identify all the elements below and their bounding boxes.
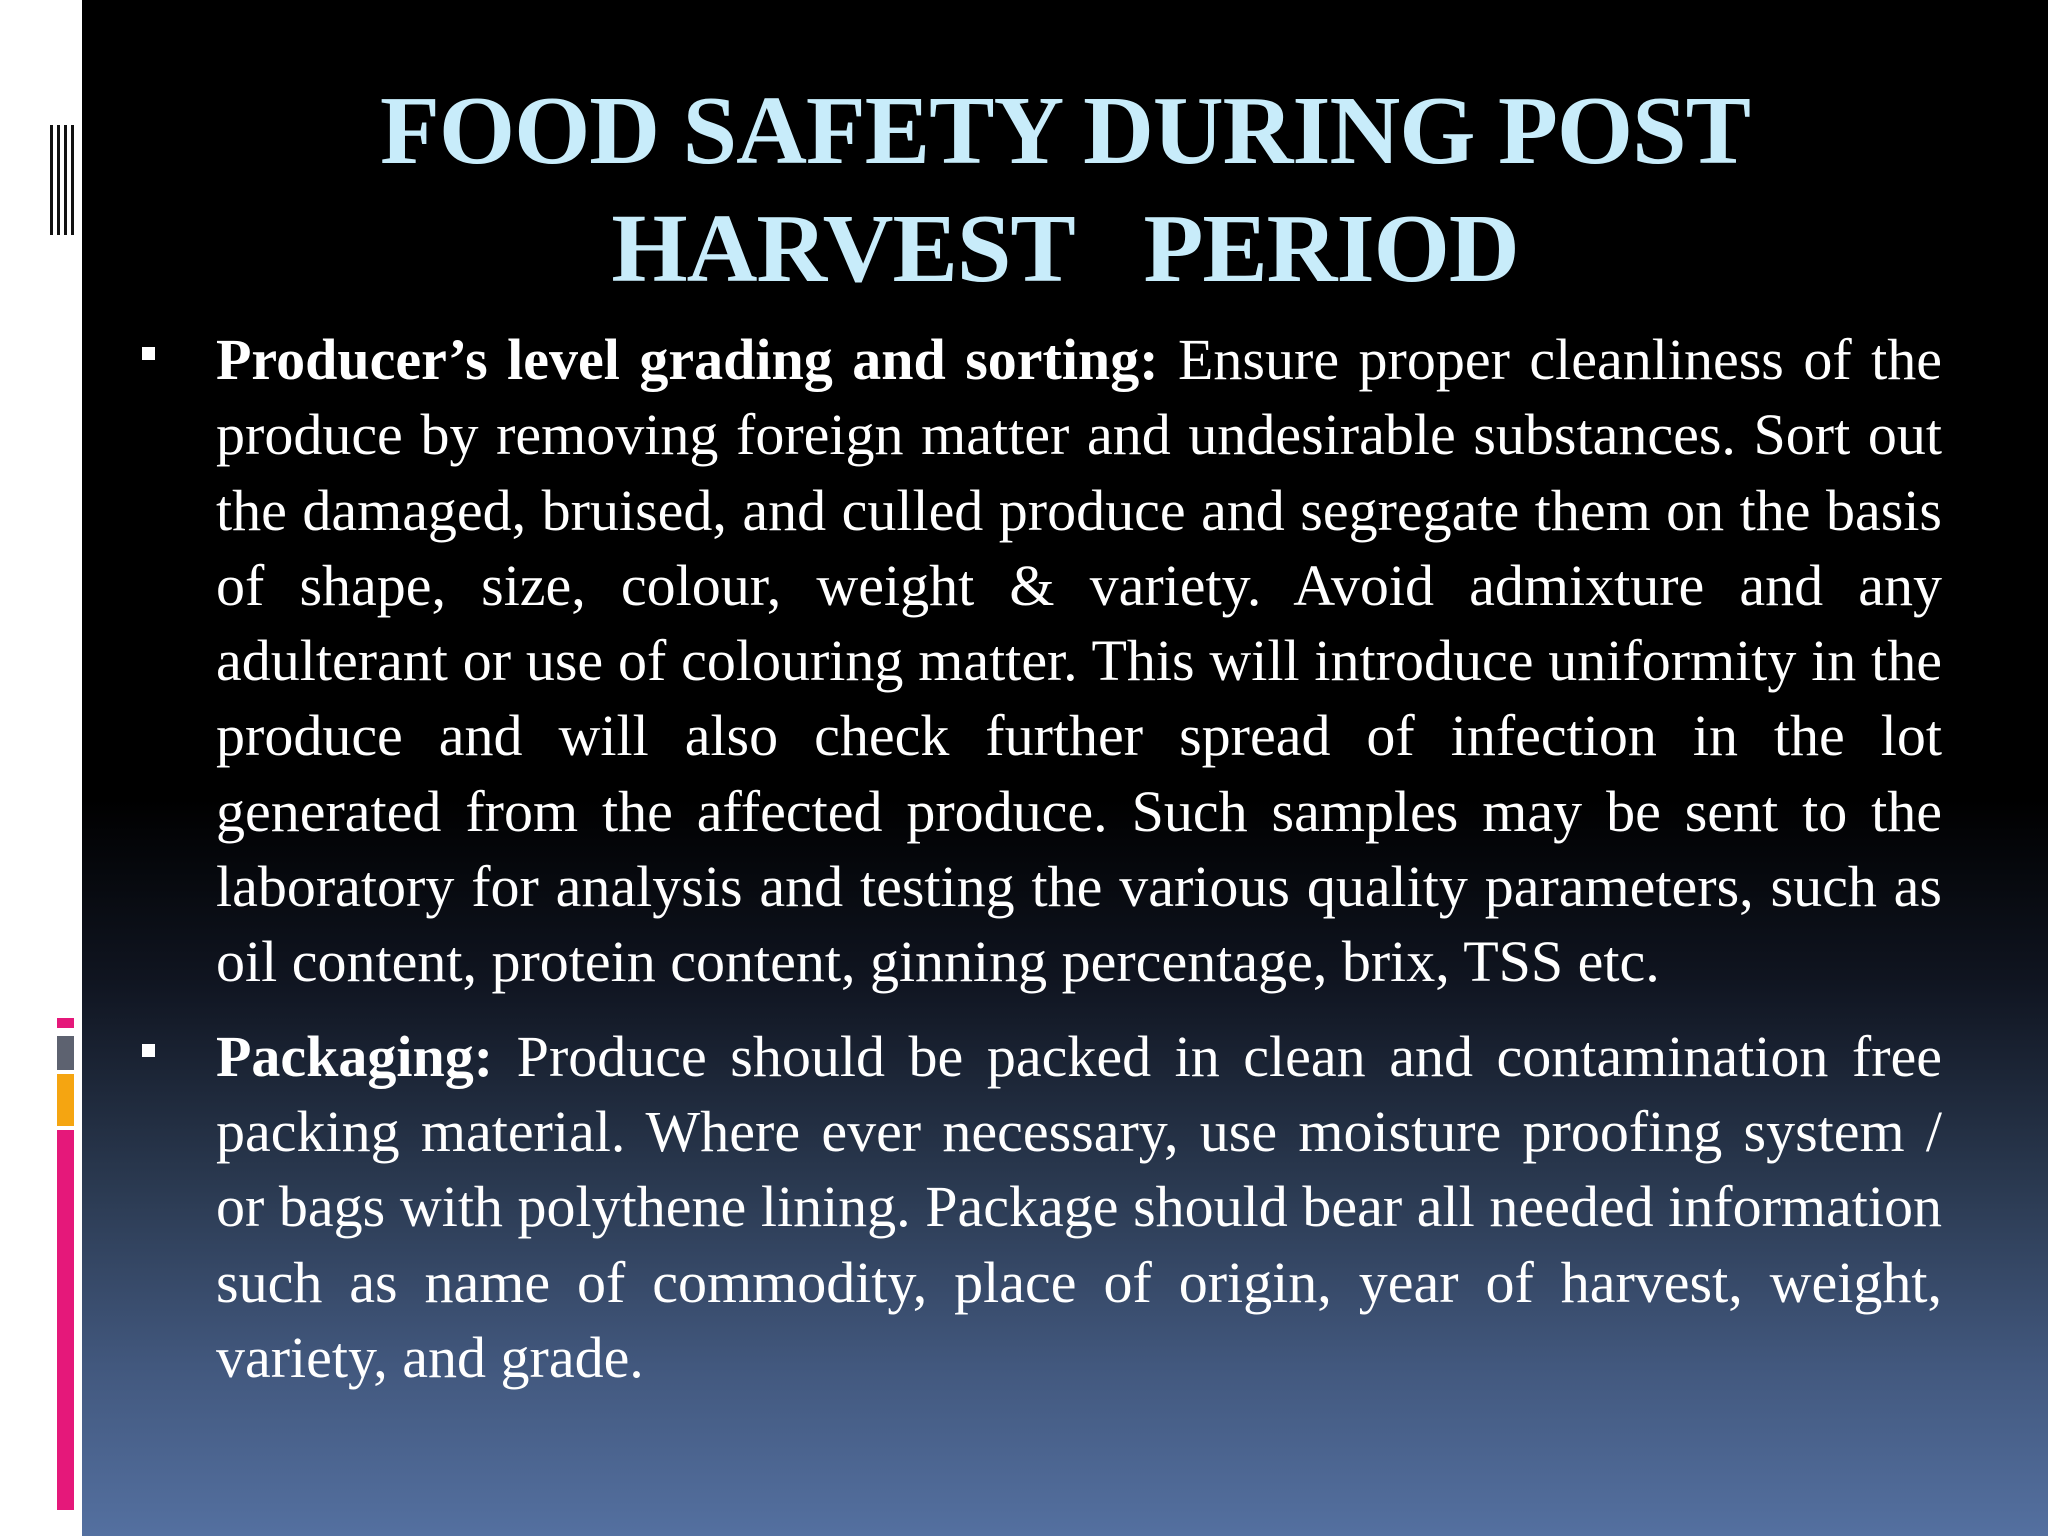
bullet-item-packaging [82, 1019, 1942, 1395]
bullet-lead: Packaging: [216, 1023, 494, 1089]
decorative-lines-icon [50, 125, 80, 235]
square-bullet-icon [142, 347, 155, 360]
bullet-item-grading-sorting [82, 322, 1942, 1000]
bullet-list [82, 322, 2048, 1395]
square-bullet-icon [142, 1044, 155, 1057]
bullet-text: Ensure proper cleanliness of the produce by removing foreign matter and undesirable substances. Sort out the damaged, bruised, and culled produce and segregate them on the basis of shape, size, colour, weight & variety. Avoid admixture and any adulterant or use of colouring matter. This will introduce uniformity in the produce and will also check further spread of infection in the lot generated from the affected produce. Such samples may be sent to the laboratory for analysis and testing the various quality parameters, such as oil content, protein content, ginning percentage, brix, TSS etc. [216, 327, 1943, 995]
left-decoration-strip [0, 0, 82, 1536]
title-line-1: FOOD SAFETY DURING POST [379, 77, 1750, 185]
accent-bar-pink [57, 1130, 74, 1510]
accent-bar-orange [57, 1074, 74, 1126]
bullet-lead: Producer’s level grading and sorting: [216, 327, 1159, 392]
slide-content-area [82, 0, 2048, 1536]
bullet-text: Produce should be packed in clean and contamination free packing material. Where ever necessary, use moisture proofing system / or bags with polythene lining. Package should bear all needed information such as name of commodity, place of origin, year of harvest, weight, variety, and grade. [216, 1023, 1942, 1390]
slide-title [82, 72, 2048, 308]
accent-bar-pink-top [57, 1018, 74, 1028]
accent-bar-gray [57, 1036, 74, 1070]
title-line-2: HARVEST PERIOD [611, 195, 1519, 303]
